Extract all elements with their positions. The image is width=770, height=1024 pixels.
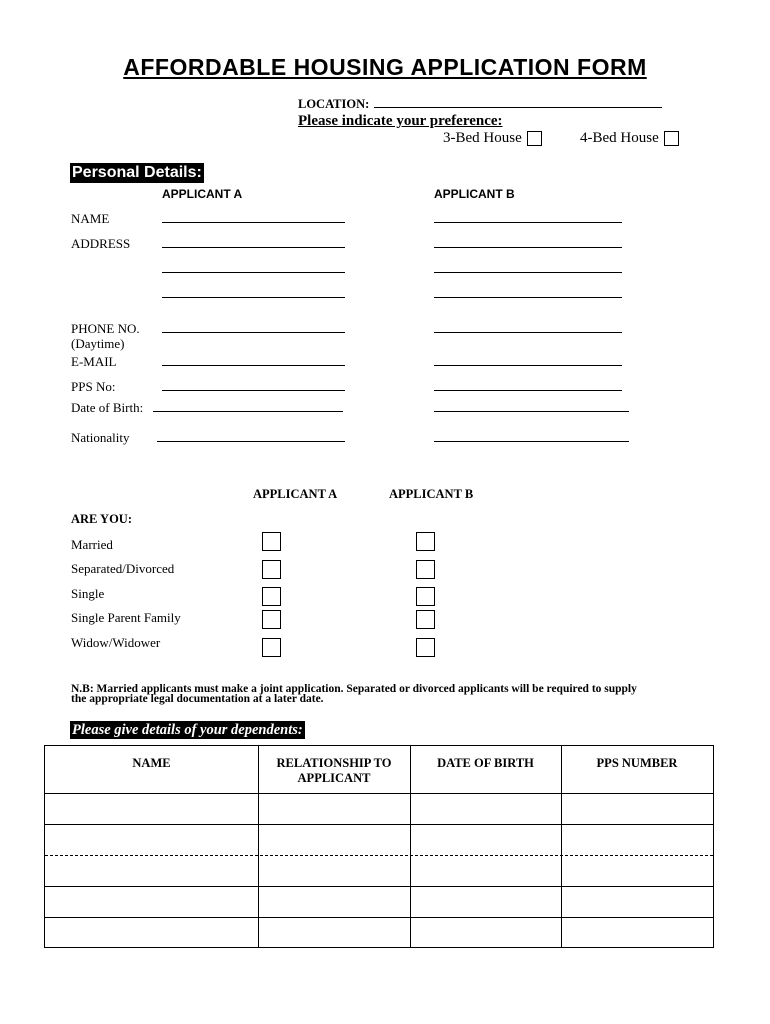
applicant-a-address-field-3[interactable] bbox=[162, 297, 345, 298]
table-row[interactable] bbox=[45, 794, 713, 824]
applicant-a-single-checkbox[interactable] bbox=[262, 587, 281, 606]
applicant-b-single-checkbox[interactable] bbox=[416, 587, 435, 606]
address-label: ADDRESS bbox=[71, 236, 131, 251]
pps-label: PPS No: bbox=[71, 379, 116, 394]
applicant-b-email-field[interactable] bbox=[434, 365, 622, 366]
applicant-b-address-field-3[interactable] bbox=[434, 297, 622, 298]
status-applicant-a-header: APPLICANT A bbox=[253, 487, 338, 501]
status-applicant-b-header: APPLICANT B bbox=[389, 487, 474, 501]
dependents-heading: Please give details of your dependents: bbox=[72, 722, 303, 738]
name-label: NAME bbox=[71, 211, 110, 226]
applicant-a-separated-checkbox[interactable] bbox=[262, 560, 281, 579]
applicant-b-name-field[interactable] bbox=[434, 222, 622, 223]
location-label: LOCATION: bbox=[298, 97, 370, 111]
dob-label: Date of Birth: bbox=[71, 400, 144, 415]
applicant-b-address-field-2[interactable] bbox=[434, 272, 622, 273]
applicant-b-single-parent-checkbox[interactable] bbox=[416, 610, 435, 629]
applicant-a-single-parent-checkbox[interactable] bbox=[262, 610, 281, 629]
option-4bed-checkbox[interactable] bbox=[664, 131, 679, 146]
option-3bed-label: 3-Bed House bbox=[443, 130, 522, 146]
status-option-married: Married bbox=[71, 537, 113, 552]
option-4bed-label: 4-Bed House bbox=[580, 130, 659, 146]
applicant-b-married-checkbox[interactable] bbox=[416, 532, 435, 551]
preference-label: Please indicate your preference: bbox=[298, 113, 503, 129]
personal-details-heading: Personal Details: bbox=[72, 164, 202, 181]
col-relationship-line-2: APPLICANT bbox=[297, 771, 371, 785]
nationality-label: Nationality bbox=[71, 430, 130, 445]
col-name-header: NAME bbox=[132, 756, 171, 770]
status-option-single: Single bbox=[71, 586, 105, 601]
dependents-table bbox=[44, 745, 714, 948]
applicant-a-widow-checkbox[interactable] bbox=[262, 638, 281, 657]
applicant-b-nationality-field[interactable] bbox=[434, 441, 629, 442]
col-relationship-header bbox=[258, 756, 410, 786]
table-row[interactable] bbox=[45, 887, 713, 917]
applicant-b-header: APPLICANT B bbox=[434, 187, 515, 201]
col-relationship-line-1: RELATIONSHIP TO bbox=[276, 756, 392, 770]
are-you-label: ARE YOU: bbox=[71, 512, 132, 526]
note-line-2: the appropriate legal documentation at a later date. bbox=[71, 693, 324, 705]
table-row[interactable] bbox=[45, 856, 713, 886]
status-option-separated: Separated/Divorced bbox=[71, 561, 175, 576]
phone-note: (Daytime) bbox=[71, 336, 125, 351]
applicant-b-pps-field[interactable] bbox=[434, 390, 622, 391]
applicant-b-phone-field[interactable] bbox=[434, 332, 622, 333]
applicant-a-email-field[interactable] bbox=[162, 365, 345, 366]
email-label: E-MAIL bbox=[71, 354, 117, 369]
applicant-a-pps-field[interactable] bbox=[162, 390, 345, 391]
table-row[interactable] bbox=[45, 918, 713, 947]
applicant-b-address-field-1[interactable] bbox=[434, 247, 622, 248]
applicant-a-header: APPLICANT A bbox=[162, 187, 243, 201]
applicant-b-widow-checkbox[interactable] bbox=[416, 638, 435, 657]
applicant-a-name-field[interactable] bbox=[162, 222, 345, 223]
status-option-widow: Widow/Widower bbox=[71, 635, 161, 650]
applicant-a-nationality-field[interactable] bbox=[157, 441, 345, 442]
table-row[interactable] bbox=[45, 825, 713, 855]
note-text bbox=[71, 684, 731, 704]
form-title: AFFORDABLE HOUSING APPLICATION FORM bbox=[123, 54, 647, 80]
phone-label: PHONE NO. bbox=[71, 321, 140, 336]
applicant-a-phone-field[interactable] bbox=[162, 332, 345, 333]
location-field[interactable] bbox=[374, 107, 662, 108]
applicant-a-dob-field[interactable] bbox=[153, 411, 343, 412]
col-pps-header: PPS NUMBER bbox=[596, 756, 678, 770]
applicant-b-dob-field[interactable] bbox=[434, 411, 629, 412]
applicant-a-address-field-1[interactable] bbox=[162, 247, 345, 248]
status-option-single-parent: Single Parent Family bbox=[71, 610, 181, 625]
applicant-a-address-field-2[interactable] bbox=[162, 272, 345, 273]
option-3bed-checkbox[interactable] bbox=[527, 131, 542, 146]
col-dob-header: DATE OF BIRTH bbox=[437, 756, 534, 770]
applicant-b-separated-checkbox[interactable] bbox=[416, 560, 435, 579]
note-line-1: N.B: Married applicants must make a joint application. Separated or divorced applicants will be required to supply bbox=[71, 683, 637, 695]
applicant-a-married-checkbox[interactable] bbox=[262, 532, 281, 551]
